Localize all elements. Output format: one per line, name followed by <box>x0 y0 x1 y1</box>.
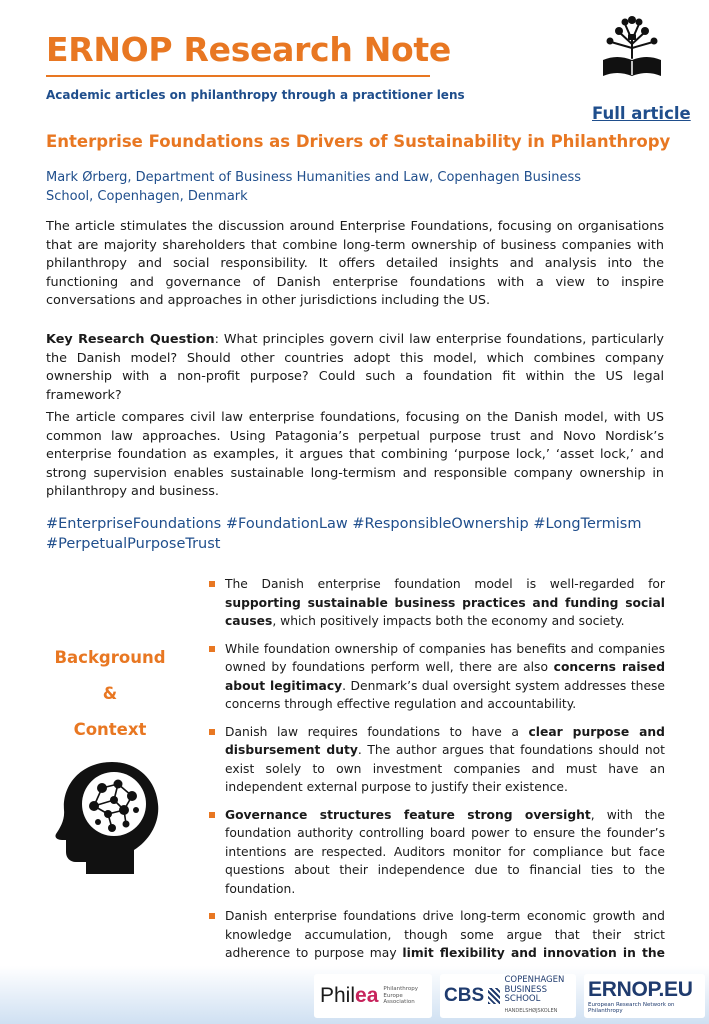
ernop-logo <box>584 974 705 1018</box>
section-heading-line: Background <box>54 648 166 667</box>
key-question-paragraph <box>46 331 664 405</box>
title-underline <box>46 75 430 77</box>
hashtag-list <box>46 514 686 554</box>
full-article-link[interactable]: Full article <box>592 104 691 123</box>
list-item: Governance structures feature strong oversight, with the foundation authority controlling board power to ensure the founder’s intentions are respected. Auditors monitor for compliance but face questions about their independence due to financial ties to the foundation. <box>207 806 665 899</box>
section-heading <box>46 640 174 748</box>
list-item: While foundation ownership of companies has benefits and companies owned by foundations perform well, there are also concerns raised about legitimacy. Denmark’s dual oversight system addresses these concerns through effective regulation and accountability. <box>207 640 665 714</box>
comparison-paragraph: The article compares civil law enterprise foundations, focusing on the Danish model, with US common law approaches. Using Patagonia’s perpetual purpose trust and Novo Nordisk’s enterprise foundation as examples, it argues that combining ‘purpose lock,’ ‘asset lock,’ and strong supervision enables sustainable long-termism and responsible company ownership in philanthropy and business. <box>46 410 664 499</box>
head-network-icon <box>52 758 164 876</box>
key-question-text: : What principles govern civil law enterprise foundations, particularly the Danish model? Should other countries adopt this model, which combines company ownership with a non-profit purpose? Could such a foundation fit within the US legal framework? <box>46 332 664 403</box>
section-heading-line: & <box>102 684 118 703</box>
ernop-tagline: European Research Network on Philanthropy <box>588 1002 675 1014</box>
cbs-logo <box>440 974 576 1018</box>
page-subtitle: Academic articles on philanthropy through a practitioner lens <box>46 88 465 102</box>
cbs-name: COPENHAGEN BUSINESS SCHOOL HANDELSHØJSKOLEN <box>504 975 565 1014</box>
list-item: The Danish enterprise foundation model is well-regarded for supporting sustainable business practices and funding social causes, which positively impacts both the economy and society. <box>207 575 665 631</box>
section-heading-line: Context <box>73 720 147 739</box>
cbs-wordmark: CBS <box>444 985 485 1006</box>
page-title: ERNOP Research Note <box>46 30 451 69</box>
article-authors: Mark Ørberg, Department of Business Humanities and Law, Copenhagen Business School, Copenhagen, Denmark <box>46 170 582 204</box>
philea-tagline: Philanthropy Europe Association <box>383 986 418 1006</box>
key-question-label: Key Research Question <box>46 332 215 347</box>
list-item: Danish enterprise foundations drive long-term economic growth and knowledge accumulation, though some argue that their strict adherence to purpose may limit flexibility and innovation in the <box>207 907 665 981</box>
hashtag: #ResponsibleOwnership <box>352 516 529 532</box>
book-tree-icon <box>597 14 667 84</box>
intro-paragraph: The article stimulates the discussion around Enterprise Foundations, focusing on organisations that are majority shareholders that combine long-term ownership of business companies with philanthropy and social responsibility. It offers detailed insights and analysis into the functioning and governance of Danish enterprise foundations with a view to inspire conversations and approaches in other jurisdictions including the US. <box>46 219 664 308</box>
hashtag: #PerpetualPurposeTrust <box>46 536 221 552</box>
article-title: Enterprise Foundations as Drivers of Sustainability in Philanthropy <box>46 132 671 151</box>
ernop-wordmark: ERNOP.EU <box>588 978 693 1001</box>
cbs-separator <box>488 988 500 1004</box>
hashtag: #EnterpriseFoundations <box>46 516 222 532</box>
list-item: Danish law requires foundations to have a clear purpose and disbursement duty. The author argues that foundations should not exist solely to own investment companies and must have an independent external purpose to justify their existence. <box>207 723 665 797</box>
philea-wordmark: Philea <box>320 984 379 1007</box>
hashtag: #FoundationLaw <box>225 516 348 532</box>
hashtag: #LongTermism <box>533 516 642 532</box>
philea-logo <box>314 974 432 1018</box>
bullet-list <box>207 575 665 990</box>
